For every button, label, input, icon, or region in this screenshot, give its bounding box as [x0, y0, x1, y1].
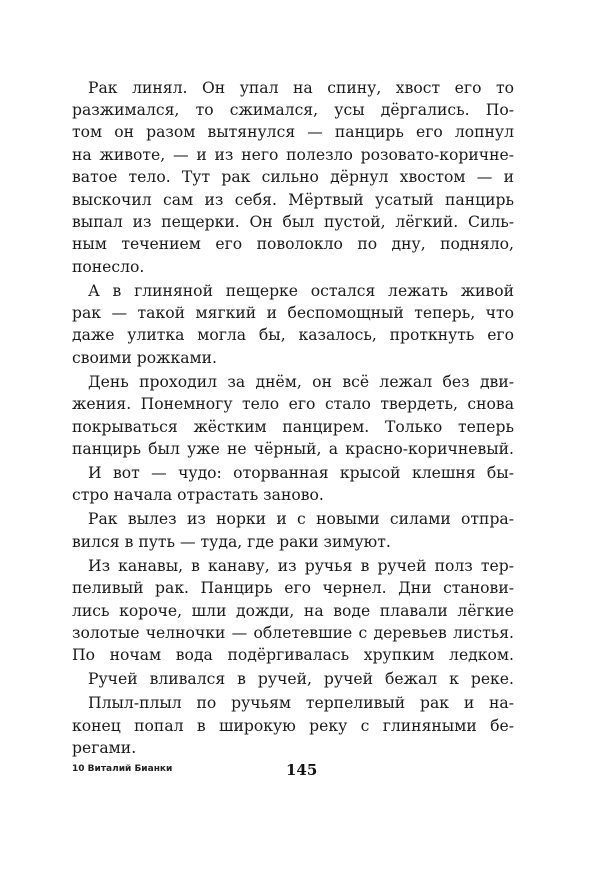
text-line: золотые челночки — облетевшие с деревьев листья.: [72, 623, 514, 642]
text-line: пеливый рак. Панцирь его чернел. Дни станови-: [72, 579, 514, 598]
text-line: на животе, — и из него полезло розовато-коричне-: [72, 145, 514, 164]
text-line: выскочил сам из себя. Мёртвый усатый панцирь: [72, 190, 514, 209]
page-number: 145: [286, 761, 318, 779]
text-line: А в глиняной пещерке остался лежать живой: [88, 281, 514, 300]
paragraph: [72, 668, 514, 690]
paragraph: [72, 462, 514, 507]
text-line: Рак вылез из норки и с новыми силами отпра-: [88, 510, 514, 529]
text-line: И вот — чудо: оторванная крысой клешня бы-: [88, 464, 514, 483]
text-line: День проходил за днём, он всё лежал без дви-: [88, 372, 514, 391]
text-line: выпал из пещерки. Он был пустой, лёгкий. Силь-: [72, 212, 514, 231]
text-line: конец попал в широкую реку с глиняными бе-: [72, 716, 514, 735]
text-line: рак — такой мягкий и беспомощный теперь, что: [72, 304, 514, 323]
paragraph: [72, 508, 514, 553]
text-line: даже улитка могла бы, казалось, проткнуть его: [72, 326, 514, 345]
text-line: том он разом вытянулся — панцирь его лопнул: [72, 123, 514, 142]
text-line: Плыл-плыл по ручьям терпеливый рак и на-: [88, 694, 514, 713]
text-line: понесло.: [72, 257, 145, 276]
text-line: разжимался, то сжимался, усы дёргались. По-: [72, 100, 514, 119]
text-line: ватое тело. Тут рак сильно дёрнул хвостом — и: [72, 168, 514, 187]
text-line: регами.: [72, 739, 137, 758]
text-line: Ручей вливался в ручей, ручей бежал к реке.: [88, 670, 514, 689]
text-line: Рак линял. Он упал на спину, хвост его то: [88, 78, 514, 97]
paragraph: [72, 280, 514, 370]
paragraph: [72, 555, 514, 667]
text-line: своими рожками.: [72, 348, 218, 367]
footer-signature: 10 Виталий Бианки: [72, 764, 173, 774]
paragraph: [72, 692, 514, 759]
text-line: вился в путь — туда, где раки зимуют.: [72, 532, 391, 551]
text-line: Из канавы, в канаву, из ручья в ручей полз тер-: [88, 556, 514, 575]
text-line: панцирь был уже не чёрный, а красно-коричневый.: [72, 440, 514, 459]
page-text: [72, 75, 514, 759]
text-line: жения. Понемногу тело его стало твердеть, снова: [72, 395, 514, 414]
paragraph: [72, 77, 514, 279]
paragraph: [72, 371, 514, 461]
text-line: лись короче, шли дожди, на воде плавали лёгкие: [72, 601, 514, 620]
text-line: ным течением его поволокло по дну, подняло,: [72, 235, 514, 254]
text-line: По ночам вода подёргивалась хрупким ледком.: [72, 646, 514, 665]
text-line: покрываться жёстким панцирем. Только теперь: [72, 417, 514, 436]
text-line: стро начала отрастать заново.: [72, 486, 324, 505]
